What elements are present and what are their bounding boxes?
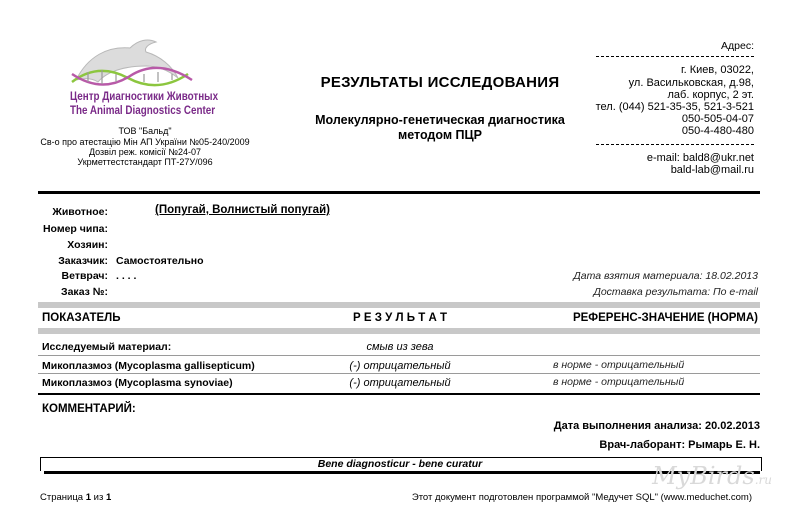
page-of: из (93, 492, 104, 503)
address-email1: e-mail: bald8@ukr.net (646, 152, 754, 164)
document-subtitle (270, 113, 610, 143)
delivery-method: Доставка результата: По e-mail (593, 286, 758, 298)
table-row-label: Микоплазмоз (Mycoplasma gallisepticum) (42, 360, 255, 372)
address-street: ул. Васильковская, д.98, (628, 77, 754, 89)
license-line1: Св-о про атестацію Мін АП України №05-240/2009 (40, 137, 250, 147)
vet-label: Ветврач: (61, 270, 108, 282)
col-reference-header: РЕФЕРЕНС-ЗНАЧЕНИЕ (НОРМА) (572, 312, 758, 324)
address-email2: bald-lab@mail.ru (670, 164, 754, 176)
table-header-bar (38, 328, 760, 334)
order-label: Заказ №: (61, 286, 108, 298)
address-building: лаб. корпус, 2 эт. (667, 89, 754, 101)
lab-doctor: Врач-лаборант: Рымарь Е. Н. (599, 439, 760, 451)
col-result-header: Р Е З У Л Ь Т А Т (353, 312, 447, 324)
col-indicator-header: ПОКАЗАТЕЛЬ (42, 312, 121, 324)
table-row-reference: в норме - отрицательный (553, 376, 685, 388)
subtitle-line1: Молекулярно-генетическая диагностика (315, 113, 565, 127)
logo-name-ru: Центр Диагностики Животных (70, 89, 219, 103)
address-phone2: 050-505-04-07 (681, 113, 754, 125)
chip-label: Номер чипа: (42, 223, 108, 235)
table-row-divider (38, 373, 760, 374)
table-row-result: (-) отрицательный (349, 360, 451, 372)
license-org: ТОВ "Бальд" (118, 126, 172, 136)
subtitle-line2: методом ПЦР (397, 128, 483, 142)
table-row-reference: в норме - отрицательный (553, 359, 685, 371)
table-row-label: Исследуемый материал: (42, 341, 172, 353)
table-row-label: Микоплазмоз (Mycoplasma synoviae) (42, 377, 233, 389)
address-divider-bottom (596, 144, 754, 145)
customer-value: Самостоятельно (116, 255, 204, 267)
animal-label: Животное: (52, 206, 108, 218)
table-top-bar (38, 302, 760, 308)
customer-label: Заказчик: (58, 255, 108, 267)
table-bottom-rule (38, 393, 760, 395)
logo-name-en: The Animal Diagnostics Center (70, 103, 216, 117)
analysis-date: Дата выполнения анализа: 20.02.2013 (553, 420, 760, 432)
address-label: Адрес: (721, 40, 754, 52)
address-city: г. Киев, 03022, (680, 64, 754, 76)
vet-value: . . . . (116, 270, 137, 282)
table-row-result: (-) отрицательный (349, 377, 451, 389)
watermark-text: MyBirds (652, 462, 755, 490)
page-prefix: Страница (40, 492, 84, 503)
owner-label: Хозяин: (67, 239, 108, 251)
page-total: 1 (105, 492, 112, 503)
license-line2: Дозвіл реж. комісії №24-07 (88, 147, 202, 157)
address-phone1: тел. (044) 521-35-35, 521-3-521 (595, 101, 754, 113)
sample-date: Дата взятия материала: 18.02.2013 (573, 270, 758, 282)
watermark (652, 462, 772, 490)
watermark-suffix: .ru (754, 473, 772, 487)
license-line3: Укрметтестстандарт ПТ-27У/096 (77, 157, 213, 167)
comments-label: КОММЕНТАРИЙ: (42, 403, 136, 415)
document-title: РЕЗУЛЬТАТЫ ИССЛЕДОВАНИЯ (320, 74, 560, 91)
dolphin-dna-logo (68, 36, 203, 92)
address-phone3: 050-4-480-480 (681, 125, 754, 137)
table-row-result: смыв из зева (366, 341, 434, 353)
address-divider-top (596, 56, 754, 57)
table-row-divider (38, 355, 760, 356)
software-credit: Этот документ подготовлен программой "Медучет SQL" (www.meduchet.com) (411, 492, 752, 503)
header-divider (38, 191, 760, 194)
animal-value: (Попугай, Волнистый попугай) (155, 204, 330, 216)
page-number: 1 (85, 492, 91, 503)
page-counter (40, 492, 111, 503)
motto-text: Bene diagnosticur - bene curatur (317, 458, 483, 470)
